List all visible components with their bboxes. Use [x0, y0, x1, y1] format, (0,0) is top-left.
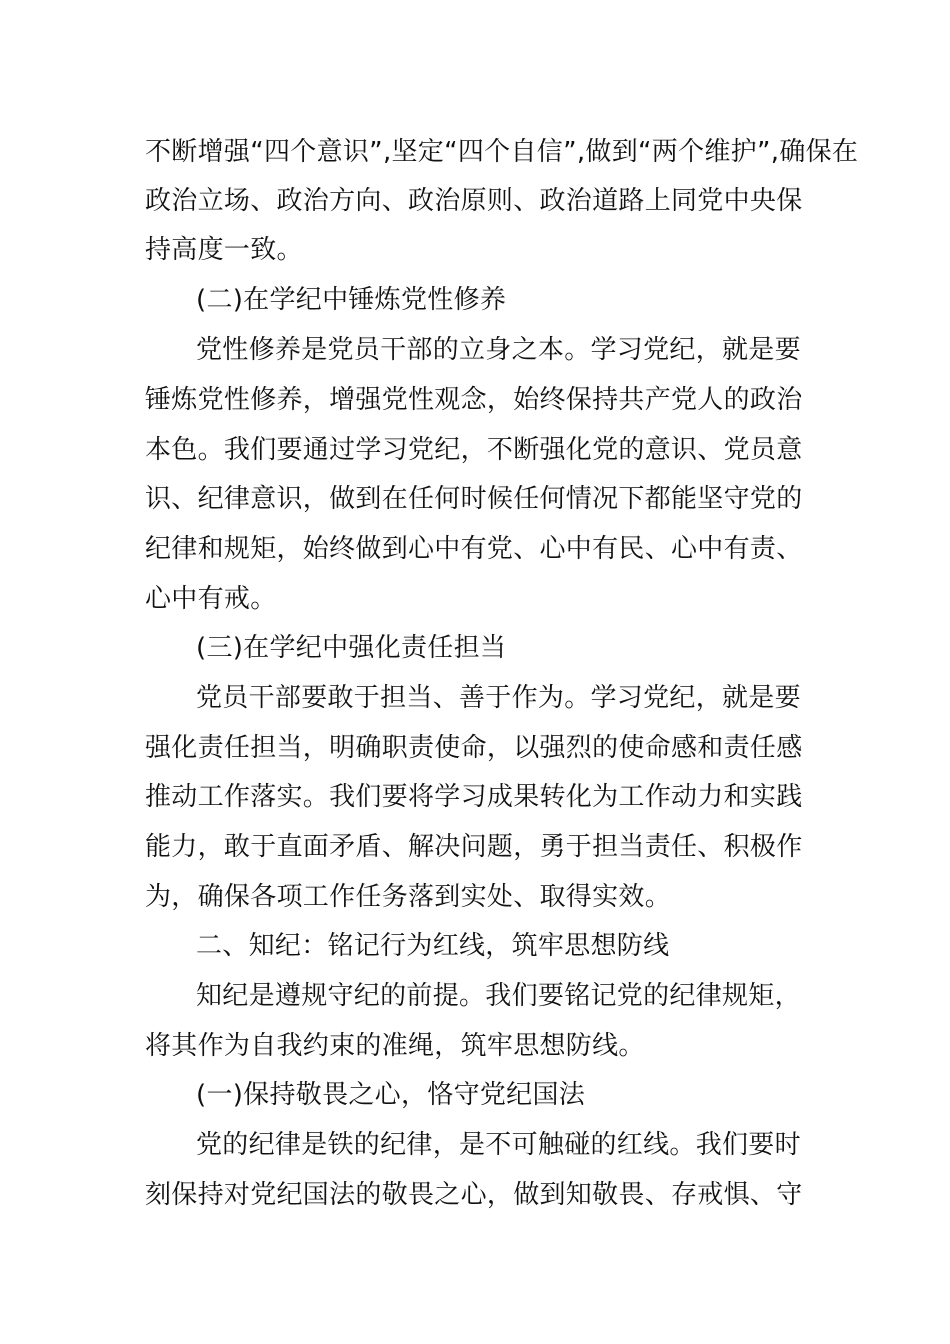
section-heading: (三)在学纪中强化责任担当	[196, 633, 507, 663]
body-text-line: 党的纪律是铁的纪律，是不可触碰的红线。我们要时	[196, 1130, 801, 1160]
body-text-line: 锤炼党性修养，增强党性观念，始终保持共产党人的政治	[145, 385, 803, 415]
body-text-line: 政治立场、政治方向、政治原则、政治道路上同党中央保	[145, 186, 803, 216]
body-text-line: 纪律和规矩，始终做到心中有党、心中有民、心中有责、	[145, 534, 803, 564]
body-text-line: 心中有戒。	[145, 584, 277, 614]
body-text-line: 不断增强“四个意识”,坚定“四个自信”,做到“两个维护”,确保在	[145, 137, 859, 167]
body-text-line: 党性修养是党员干部的立身之本。学习党纪，就是要	[196, 335, 801, 365]
section-heading: (一)保持敬畏之心，恪守党纪国法	[196, 1080, 586, 1110]
body-text-line: 识、纪律意识，做到在任何时候任何情况下都能坚守党的	[145, 484, 803, 514]
body-text-line: 党员干部要敢于担当、善于作为。学习党纪，就是要	[196, 683, 801, 713]
body-text-line: 本色。我们要通过学习党纪，不断强化党的意识、党员意	[145, 435, 803, 465]
body-text-line: 为，确保各项工作任务落到实处、取得实效。	[145, 882, 672, 912]
chapter-heading: 二、知纪：铭记行为红线，筑牢思想防线	[196, 931, 670, 961]
body-text-line: 推动工作落实。我们要将学习成果转化为工作动力和实践	[145, 782, 803, 812]
body-text-line: 刻保持对党纪国法的敬畏之心，做到知敬畏、存戒惧、守	[145, 1180, 803, 1210]
body-text-line: 能力，敢于直面矛盾、解决问题，勇于担当责任、积极作	[145, 832, 803, 862]
body-text-line: 强化责任担当，明确职责使命，以强烈的使命感和责任感	[145, 733, 803, 763]
body-text-line: 知纪是遵规守纪的前提。我们要铭记党的纪律规矩，	[196, 981, 801, 1011]
body-text-line: 将其作为自我约束的准绳，筑牢思想防线。	[145, 1031, 645, 1061]
section-heading: (二)在学纪中锤炼党性修养	[196, 285, 507, 315]
body-text-line: 持高度一致。	[145, 235, 303, 265]
